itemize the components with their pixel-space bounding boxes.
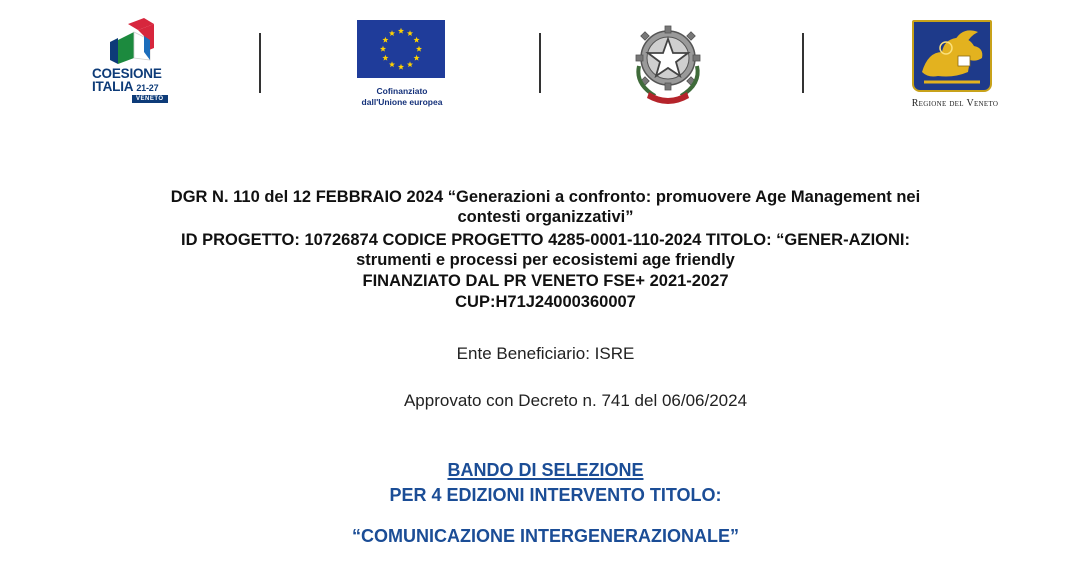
beneficiary-line: Ente Beneficiario: ISRE xyxy=(456,344,635,363)
coesione-years: 21-27 xyxy=(136,83,159,93)
regione-veneto-logo xyxy=(890,18,1020,114)
eu-star-icon xyxy=(407,30,413,36)
eu-star-icon xyxy=(382,37,388,43)
eu-star-icon xyxy=(414,55,420,61)
eu-caption-line2: dall'Unione europea xyxy=(361,97,443,107)
eu-flag-icon xyxy=(357,20,445,78)
approval-line: Approvato con Decreto n. 741 del 06/06/2024 xyxy=(403,391,748,410)
coesione-italia-logo xyxy=(88,18,174,110)
eu-star-icon xyxy=(398,64,404,70)
italian-republic-emblem-icon xyxy=(625,18,711,104)
dgr-line: DGR N. 110 del 12 FEBBRAIO 2024 “Generazioni a confronto: promuovere Age Management nei xyxy=(170,188,921,206)
bando-title-text: BANDO DI SELEZIONE xyxy=(447,460,644,480)
eu-star-icon xyxy=(407,61,413,67)
logo-divider xyxy=(259,33,261,93)
eu-star-icon xyxy=(398,28,404,34)
eu-star-icon xyxy=(389,61,395,67)
eu-star-icon xyxy=(382,55,388,61)
cup-code: CUP:H71J24000360007 xyxy=(455,293,636,311)
funding-line: FINANZIATO DAL PR VENETO FSE+ 2021-2027 xyxy=(362,272,729,290)
eu-star-icon xyxy=(416,46,422,52)
logo-divider xyxy=(802,33,804,93)
coesione-region-badge: VENETO xyxy=(132,95,168,103)
logo-divider xyxy=(539,33,541,93)
veneto-caption: Regione del Veneto xyxy=(911,98,999,109)
eu-star-icon xyxy=(380,46,386,52)
course-title: “COMUNICAZIONE INTERGENERAZIONALE” xyxy=(352,526,739,546)
eu-caption-line1: Cofinanziato xyxy=(376,86,428,96)
eu-star-icon xyxy=(414,37,420,43)
eu-cofunded-logo xyxy=(337,18,467,110)
project-id-line: ID PROGETTO: 10726874 CODICE PROGETTO 4285-0001-110-2024 TITOLO: “GENER-AZIONI: xyxy=(181,231,910,249)
bando-subtitle: PER 4 EDIZIONI INTERVENTO TITOLO: xyxy=(389,485,722,505)
coesione-line2 xyxy=(92,80,158,94)
lion-of-saint-mark-icon xyxy=(912,20,992,92)
coesione-cube-icon xyxy=(88,18,174,66)
bando-title xyxy=(0,460,1091,481)
coesione-line1: COESIONE xyxy=(92,66,162,81)
project-title-line: strumenti e processi per ecosistemi age friendly xyxy=(356,251,735,269)
eu-star-icon xyxy=(389,30,395,36)
dgr-line-cont: contesti organizzativi” xyxy=(457,208,634,226)
coesione-italia-text: ITALIA xyxy=(92,79,133,94)
